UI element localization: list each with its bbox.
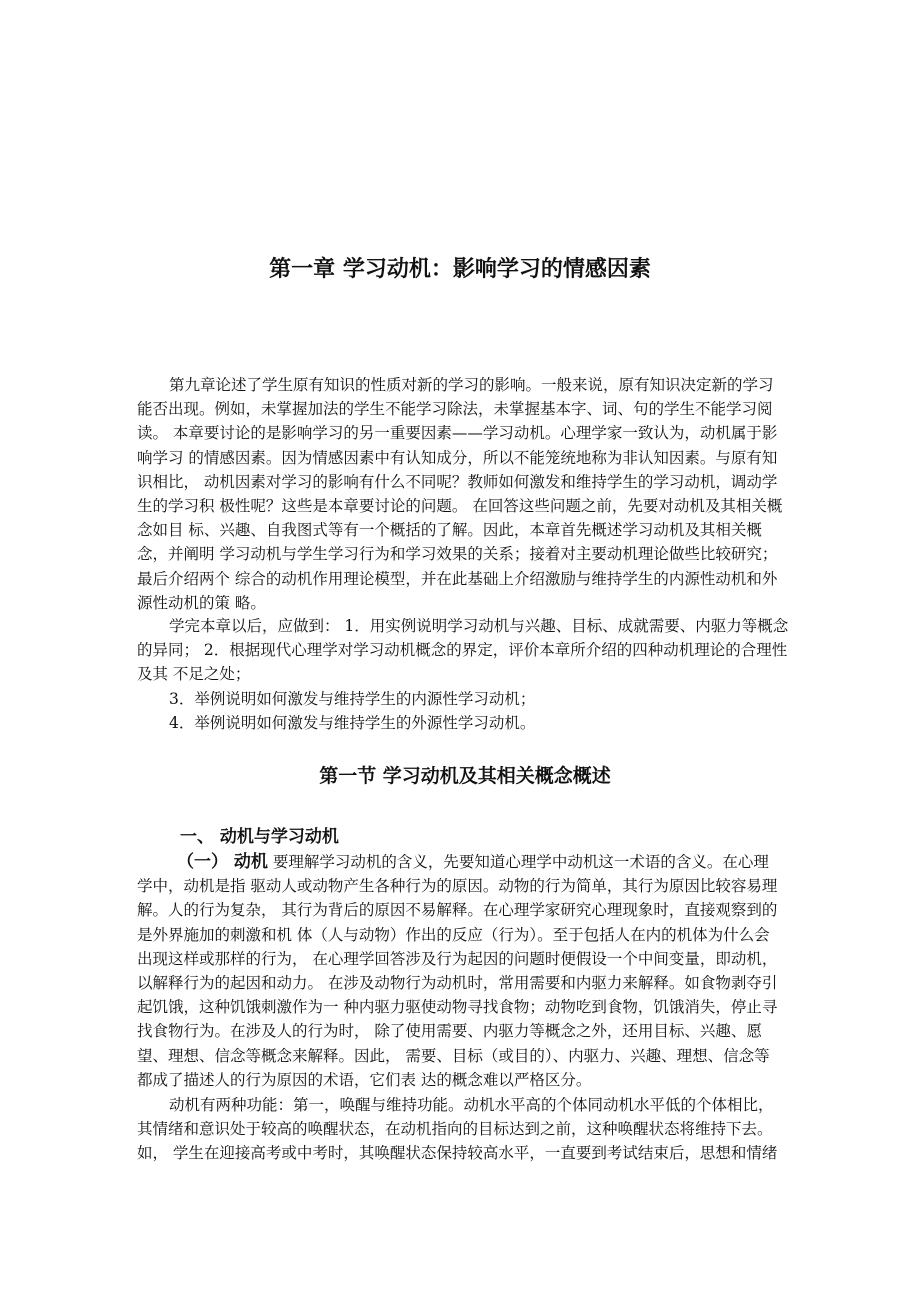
text-line: 动机有两种功能：第一，唤醒与维持功能。动机水平高的个体同动机水平低的个体相比， — [169, 1096, 774, 1114]
text-line: 是外界施加的刺激和机 体（人与动物）作出的反应（行为）。至于包括人在内的机体为什么会 — [137, 925, 770, 944]
text-line: 其情绪和意识处于较高的唤醒状态，在动机指向的目标达到之前，这种唤醒状态将维持下去。 — [137, 1120, 773, 1139]
text-line: 生的学习积 极性呢？这些是本章要讨论的问题。 在回答这些问题之前，先要对动机及其相关概 — [137, 497, 783, 516]
text-line: 起饥饿，这种饥饿刺激作为一 种内驱力驱使动物寻找食物；动物吃到食物，饥饿消失，停止寻 — [137, 998, 778, 1017]
chapter-title: 第一章 学习动机：影响学习的情感因素 — [269, 257, 651, 282]
text-line: 及其 不足之处； — [137, 665, 251, 684]
text-line: 以解释行为的起因和动力。 在涉及动物行为动机时，常用需要和内驱力来解释。如食物剥夺引 — [137, 974, 778, 993]
text-line: 最后介绍两个 综合的动机作用理论模型，并在此基础上介绍激励与维持学生的内源性动机和外 — [137, 569, 778, 588]
text-line: 如， 学生在迎接高考或中考时，其唤醒状态保持较高水平，一直要到考试结束后，思想和情绪 — [137, 1144, 778, 1163]
text-line: 出现这样或那样的行为， 在心理学回答涉及行为起因的问题时便假设一个中间变量，即动机， — [137, 949, 778, 968]
section-title: 第一节 学习动机及其相关概念概述 — [319, 765, 611, 787]
goals-paragraph — [137, 614, 797, 735]
text-line: 识相比， 动机因素对学习的影响有什么不同呢？教师如何激发和维持学生的学习动机，调动学 — [137, 472, 778, 491]
text-line: 读。 本章要讨论的是影响学习的另一重要因素——学习动机。心理学家一致认为，动机属于影 — [137, 424, 778, 443]
text-line: 4．举例说明如何激发与维持学生的外源性学习动机。 — [169, 713, 536, 732]
text-line: 学完本章以后，应做到： 1．用实例说明学习动机与兴趣、目标、成就需要、内驱力等概念 — [169, 617, 789, 635]
text-line: 3．举例说明如何激发与维持学生的内源性学习动机； — [169, 689, 536, 708]
text-line: 第九章论述了学生原有知识的性质对新的学习的影响。一般来说，原有知识决定新的学习 — [169, 376, 774, 394]
motive-label: （一） 动机 — [177, 852, 268, 872]
motive-paragraph — [137, 850, 797, 1092]
text-line: 的异同； 2．根据现代心理学对学习动机概念的界定，评价本章所介绍的四种动机理论的合理性 — [137, 641, 788, 660]
subsection-title: 一、 动机与学习动机 — [180, 827, 339, 847]
text-line: 解。人的行为复杂， 其行为背后的原因不易解释。在心理学家研究心理现象时，直接观察到的 — [137, 901, 778, 920]
text-line: 学中，动机是指 驱动人或动物产生各种行为的原因。动物的行为简单，其行为原因比较容易理 — [137, 877, 778, 896]
text-line: 找食物行为。在涉及人的行为时， 除了使用需要、内驱力等概念之外，还用目标、兴趣、愿 — [137, 1022, 762, 1041]
intro-paragraph — [137, 373, 797, 615]
text-line: 响学习 的情感因素。因为情感因素中有认知成分，所以不能笼统地称为非认知因素。与原有知 — [137, 448, 778, 467]
text-line: 望、理想、信念等概念来解释。因此， 需要、目标（或目的）、内驱力、兴趣、理想、信念等 — [137, 1046, 770, 1065]
text-line: 都成了描述人的行为原因的术语，它们表 达的概念难以严格区分。 — [137, 1070, 592, 1089]
function-paragraph — [137, 1093, 797, 1166]
text-line: 源性动机的策 略。 — [137, 593, 266, 612]
text-line: 念，并阐明 学习动机与学生学习行为和学习效果的关系；接着对主要动机理论做些比较研究； — [137, 545, 778, 564]
text-line: 能否出现。例如，未掌握加法的学生不能学习除法，未掌握基本字、词、句的学生不能学习阅 — [137, 400, 773, 419]
text-line: 要理解学习动机的含义，先要知道心理学中动机这一术语的含义。在心理 — [267, 853, 769, 871]
text-line: 念如目 标、兴趣、自我图式等有一个概括的了解。因此，本章首先概述学习动机及其相关概 — [137, 521, 762, 540]
